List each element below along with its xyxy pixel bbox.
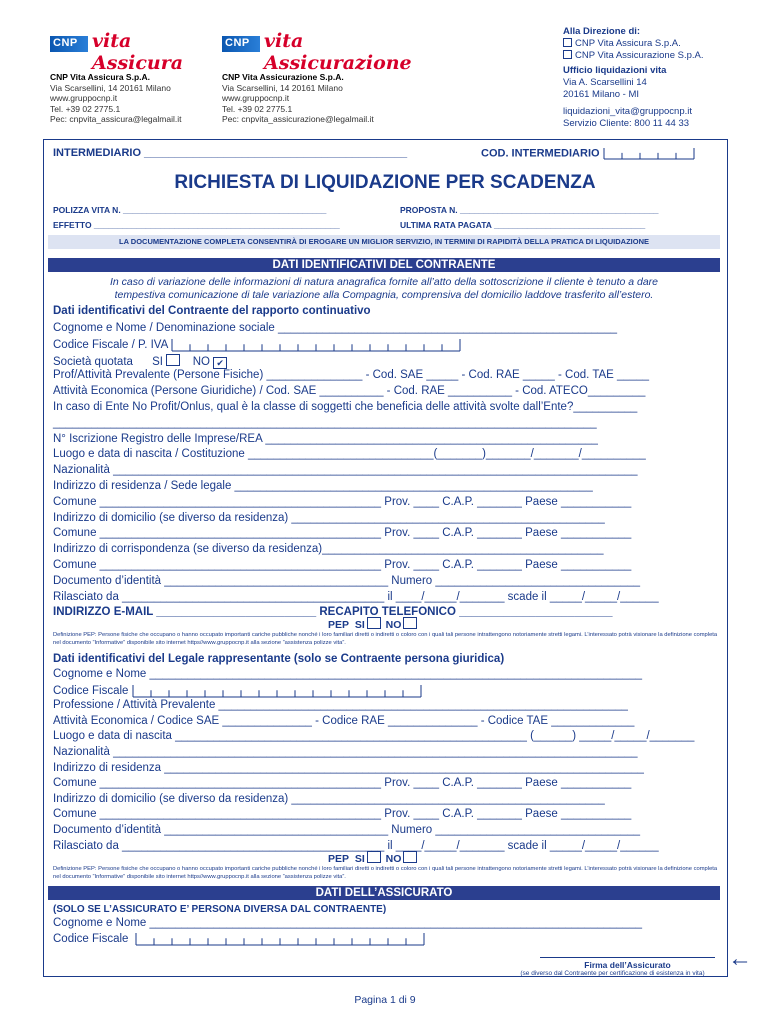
firma-label: Firma dell’Assicurato	[584, 960, 671, 970]
logo-cnp-vita-assicurazione: CNP vita Assicurazione	[222, 26, 412, 70]
pep-contraente[interactable]: PEP SI NO	[328, 617, 419, 631]
contraente-line-0[interactable]: Cognome e Nome / Denominazione sociale _____________________________________________________	[53, 322, 617, 334]
cod-intermediario-boxes[interactable]	[603, 147, 695, 160]
legale-line-11[interactable]: Rilasciato da _________________________________________ il ____/_____/_______ scade il _____/_____/______	[53, 839, 659, 852]
assicurato-subtitle: (SOLO SE L’ASSICURATO E’ PERSONA DIVERSA DAL CONTRAENTE)	[53, 904, 387, 915]
legale-line-2[interactable]: Professione / Attività Prevalente ________________________________________________________________	[53, 699, 628, 712]
legale-line-7[interactable]: Comune ____________________________________________ Prov. ____ C.A.P. _______ Paese ___________	[53, 777, 632, 790]
cod-intermediario-label: COD. INTERMEDIARIO	[481, 147, 695, 160]
proposta-field[interactable]: PROPOSTA N. __________________________________________	[400, 205, 659, 215]
arrow-left-icon: ←	[728, 945, 752, 972]
legale-line-1[interactable]: Codice Fiscale	[53, 684, 129, 697]
contraente-line-14[interactable]: Indirizzo di corrispondenza (se diverso da residenza)____________________________________________	[53, 543, 604, 556]
contraente-line-3[interactable]: Prof/Attività Prevalente (Persone Fisiche) _______________ - Cod. SAE _____ - Cod. RAE _____ - Cod. TAE _____	[53, 369, 650, 382]
contraente-line-10[interactable]: Indirizzo di residenza / Sede legale ________________________________________________________	[53, 480, 593, 492]
page-title: RICHIESTA DI LIQUIDAZIONE PER SCADENZA	[174, 172, 596, 193]
legale-line-8[interactable]: Indirizzo di domicilio (se diverso da residenza) _________________________________________________	[53, 792, 605, 805]
signature-line	[540, 957, 715, 958]
ultima-rata-field[interactable]: ULTIMA RATA PAGATA ________________________________	[400, 220, 646, 230]
legale-line-6[interactable]: Indirizzo di residenza ___________________________________________________________________________	[53, 761, 644, 774]
section-header-contraente: DATI IDENTIFICATIVI DEL CONTRAENTE	[48, 258, 720, 272]
contraente-line-18[interactable]: INDIRIZZO E-MAIL _________________________ RECAPITO TELEFONICO ________________________	[53, 606, 613, 619]
firma-note: (se diverso dal Contraente per certificazione di esistenza in vita)	[520, 970, 705, 977]
section-header-assicurato: DATI DELL’ASSICURATO	[48, 886, 720, 900]
contraente-line-15[interactable]: Comune ____________________________________________ Prov. ____ C.A.P. _______ Paese ___________	[53, 559, 632, 571]
legale-line-3[interactable]: Attività Economica / Codice SAE ______________ - Codice RAE ______________ - Codice TAE _____________	[53, 714, 635, 727]
pep-legale-no-checkbox[interactable]	[403, 851, 417, 863]
legale-line-9[interactable]: Comune ____________________________________________ Prov. ____ C.A.P. _______ Paese ___________	[53, 808, 632, 821]
contraente-line-2[interactable]: Società quotata SI NO ✔	[53, 354, 230, 369]
pep-legale-si-checkbox[interactable]	[367, 851, 381, 863]
assicurato-cf-boxes[interactable]	[135, 932, 425, 946]
checkbox-assicura[interactable]	[563, 38, 572, 47]
contraente-line-16[interactable]: Documento d’identità ___________________________________ Numero ________________________________	[53, 574, 641, 587]
legale-line-10[interactable]: Documento d’identità ___________________________________ Numero ________________________________	[53, 824, 641, 836]
page-number: Pagina 1 di 9	[354, 994, 416, 1006]
pep-definition: Definizione PEP: Persone fisiche che occupano o hanno occupato importanti cariche pubbliche nonché i loro familiari diretti o indiretti o coloro con i quali tali persone intrattengono notoriamente stretti legami. L’interessato potrà visionare la definizione completa nel documento “Informative” disponibile sito internet https//www.gruppocnp.it alla sezione “assistenza polizze vita”.	[53, 632, 718, 646]
legale-line-4[interactable]: Luogo e data di nascita _______________________________________________________ (______) _____/_____/_______	[53, 730, 695, 743]
contraente-line-13[interactable]: Comune ____________________________________________ Prov. ____ C.A.P. _______ Paese ___________	[53, 527, 632, 540]
checkbox-assicurazione[interactable]	[563, 50, 572, 59]
contraente-line-4[interactable]: Attività Economica (Persone Giuridiche) / Cod. SAE __________ - Cod. RAE __________ - Cod. ATECO_________	[53, 385, 646, 398]
contraente-subtitle: Dati identificativi del Contraente del rapporto continuativo	[53, 305, 371, 317]
contraente-line-11[interactable]: Comune ____________________________________________ Prov. ____ C.A.P. _______ Paese ___________	[53, 495, 632, 508]
company-info-assicurazione: CNP Vita Assicurazione S.p.A. Via Scarsellini, 14 20161 Milano www.gruppocnp.it Tel. +39 02 2775.1 Pec: cnpvita_assicurazione@legalmail.it	[222, 72, 374, 124]
pep-legale-definition: Definizione PEP: Persone fisiche che occupano o hanno occupato importanti cariche pubbliche nonché i loro familiari diretti o indiretti o coloro con i quali tali persone intrattengono notoriamente stretti legami. L’interessato potrà visionare la definizione completa nel documento “Informative” disponibile sito internet https//www.gruppocnp.it alla sezione “assistenza polizze vita”.	[53, 866, 718, 880]
contraente-line-6[interactable]: _____________________________________________________________________________________	[53, 416, 597, 429]
contraente-line-17[interactable]: Rilasciato da _________________________________________ il ____/_____/_______ scade il _____/_____/______	[53, 590, 659, 603]
contraente-line-7[interactable]: N° Iscrizione Registro delle Imprese/REA ____________________________________________________	[53, 432, 598, 445]
polizza-field[interactable]: POLIZZA VITA N. ___________________________________________	[53, 205, 327, 215]
legale-line-5[interactable]: Nazionalità __________________________________________________________________________________	[53, 746, 638, 758]
contraente-line-12[interactable]: Indirizzo di domicilio (se diverso da residenza) _________________________________________________	[53, 511, 605, 524]
legale-subtitle: Dati identificativi del Legale rappresentante (solo se Contraente persona giuridica)	[53, 653, 505, 665]
contraente-line-1[interactable]: Codice Fiscale / P. IVA	[53, 338, 169, 351]
legale-line-0[interactable]: Cognome e Nome _____________________________________________________________________________	[53, 668, 642, 680]
quotata-no-checkbox[interactable]: ✔	[213, 357, 227, 369]
company-info-assicura: CNP Vita Assicura S.p.A. Via Scarsellini, 14 20161 Milano www.gruppocnp.it Tel. +39 02 2775.1 Pec: cnpvita_assicura@legalmail.it	[50, 72, 182, 124]
contraente-line-9[interactable]: Nazionalità __________________________________________________________________________________	[53, 464, 638, 477]
effetto-field[interactable]: EFFETTO ____________________________________________________	[53, 220, 340, 230]
pep-no-checkbox[interactable]	[403, 617, 417, 629]
pep-legale[interactable]: PEP SI NO	[328, 851, 419, 865]
contraente-line-8[interactable]: Luogo e data di nascita / Costituzione _____________________________(_______)_______/_______/__________	[53, 448, 646, 461]
info-banner: LA DOCUMENTAZIONE COMPLETA CONSENTIRÀ DI EROGARE UN MIGLIOR SERVIZIO, IN TERMINI DI RAPIDITÀ DELLA PRATICA DI LIQUIDAZIONE	[48, 235, 720, 249]
assicurato-cf-field[interactable]: Codice Fiscale	[53, 932, 425, 946]
addressee-block: Alla Direzione di: CNP Vita Assicura S.p.A. CNP Vita Assicurazione S.p.A. Ufficio liquidazioni vita Via A. Scarsellini 14 20161 Milano - MI liquidazioni_vita@gruppocnp.it Servizio Cliente: 800 11 44 33	[563, 26, 704, 129]
pep-si-checkbox[interactable]	[367, 617, 381, 629]
variation-note-1: In caso di variazione delle informazioni di natura anagrafica fornite all’atto della sottoscrizione il cliente è tenuto a dare	[109, 276, 659, 288]
assicurato-nome-field[interactable]: Cognome e Nome _____________________________________________________________________________	[53, 917, 642, 929]
contraente-line-5[interactable]: In caso di Ente No Profit/Onlus, qual è la classe di soggetti che beneficia delle attività svolte dall’Ente?__________	[53, 401, 638, 413]
logo-cnp-vita-assicura: CNP vita Assicura	[50, 26, 210, 70]
quotata-si-checkbox[interactable]	[166, 354, 180, 366]
intermediario-field[interactable]: INTERMEDIARIO ___________________________________________	[53, 147, 408, 159]
variation-note-2: tempestiva comunicazione di tale variazione alla Compagnia, comprensiva del domicilio laddove trasferito all’estero.	[114, 289, 654, 301]
